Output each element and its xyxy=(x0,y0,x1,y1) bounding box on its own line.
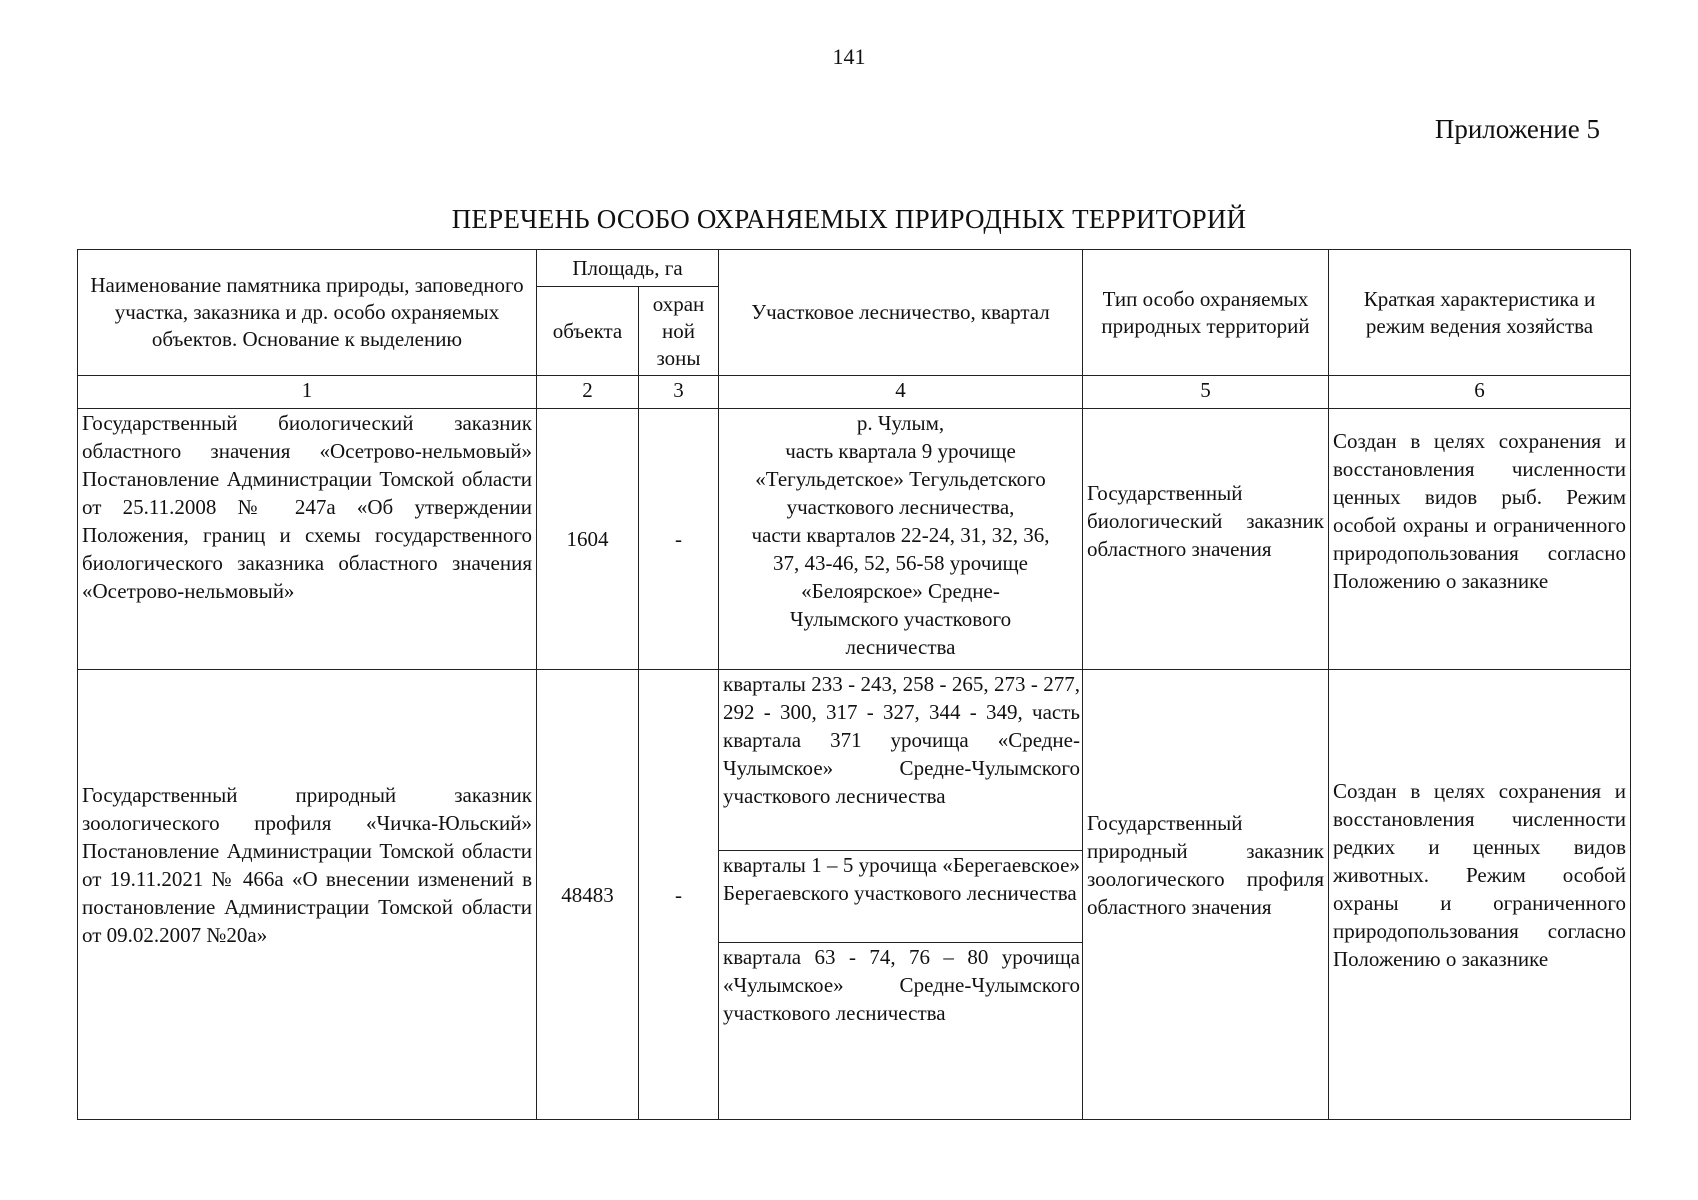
forestry-line: участкового лесничества, xyxy=(786,495,1015,519)
forestry-line: «Тегульдетское» Тегульдетского xyxy=(755,467,1046,491)
header-row-1 xyxy=(78,250,1631,287)
header-characteristic: Краткая характеристика и режим ведения хозяйства xyxy=(1329,250,1631,376)
header-area-protected-line: ной xyxy=(662,318,695,343)
reserve-name-cell: Государственный природный заказник зоологического профиля «Чичка-Юльский» Постановление Администрации Томской области от 19.11.2021 № 466а «О внесении изменений в постановление Администрации Томской области от 09.02.2007 №20а» xyxy=(78,670,537,1120)
column-number: 1 xyxy=(78,376,537,409)
area-object-cell: 1604 xyxy=(537,409,639,670)
forestry-line: Чулымского участкового xyxy=(789,607,1012,631)
column-number: 2 xyxy=(537,376,639,409)
appendix-label: Приложение 5 xyxy=(1434,114,1600,144)
forestry-line: части кварталов 22-24, 31, 32, 36, xyxy=(751,523,1050,547)
header-area-protected xyxy=(639,287,719,376)
territory-type-cell: Государственный биологический заказник областного значения xyxy=(1083,409,1329,670)
forestry-cell xyxy=(719,670,1083,1120)
column-number: 5 xyxy=(1083,376,1329,409)
header-type: Тип особо охраняемых природных территорий xyxy=(1083,250,1329,376)
forestry-line: часть квартала 9 урочище xyxy=(785,439,1016,463)
header-area-protected-line: зоны xyxy=(656,345,701,370)
forestry-cell xyxy=(719,409,1083,670)
page-number: 141 xyxy=(832,44,866,69)
column-number: 6 xyxy=(1329,376,1631,409)
forestry-subsection: квартала 63 - 74, 76 – 80 урочища «Чулымское» Средне-Чулымского участкового лесничества xyxy=(723,945,1080,1025)
header-area-protected-line: охран xyxy=(652,291,705,316)
document-title: ПЕРЕЧЕНЬ ОСОБО ОХРАНЯЕМЫХ ПРИРОДНЫХ ТЕРРИТОРИЙ xyxy=(451,204,1247,234)
forestry-subsection: кварталы 1 – 5 урочища «Берегаевское» Берегаевского участкового лесничества xyxy=(719,851,1082,943)
header-area: Площадь, га xyxy=(537,250,719,287)
header-forestry: Участковое лесничество, квартал xyxy=(719,250,1083,376)
characteristic-cell: Создан в целях сохранения и восстановления численности ценных видов рыб. Режим особой охраны и ограниченного природопользования согласно Положению о заказнике xyxy=(1329,409,1631,670)
forestry-line: «Белоярское» Средне- xyxy=(801,579,1000,603)
area-object-cell: 48483 xyxy=(537,670,639,1120)
area-protected-cell: - xyxy=(639,670,719,1120)
area-protected-cell: - xyxy=(639,409,719,670)
header-area-object: объекта xyxy=(537,287,639,376)
territories-table xyxy=(77,249,1631,1120)
table-row xyxy=(78,409,1631,670)
column-number: 3 xyxy=(639,376,719,409)
table-row xyxy=(78,670,1631,1120)
column-number-row xyxy=(78,376,1631,409)
forestry-subsection: кварталы 233 - 243, 258 - 265, 273 - 277, 292 - 300, 317 - 327, 344 - 349, часть квартала 371 урочища «Средне-Чулымское» Средне-Чулымского участкового лесничества xyxy=(719,670,1082,851)
territory-type-cell: Государственный природный заказник зоологического профиля областного значения xyxy=(1083,670,1329,1120)
column-number: 4 xyxy=(719,376,1083,409)
characteristic-cell: Создан в целях сохранения и восстановления численности редких и ценных видов животных. Режим особой охраны и ограниченного природопользования согласно Положению о заказнике xyxy=(1329,670,1631,1120)
forestry-line: 37, 43-46, 52, 56-58 урочище xyxy=(773,551,1028,575)
reserve-name-cell: Государственный биологический заказник областного значения «Осетрово-нельмовый» Постановление Администрации Томской области от 25.11.2008 № 247а «Об утверждении Положения, границ и схемы государственного биологического заказника областного значения «Осетрово-нельмовый» xyxy=(78,409,537,670)
header-name: Наименование памятника природы, заповедного участка, заказника и др. особо охраняемых объектов. Основание к выделению xyxy=(78,250,537,376)
forestry-line: лесничества xyxy=(845,635,956,659)
forestry-line: р. Чулым, xyxy=(856,411,945,435)
